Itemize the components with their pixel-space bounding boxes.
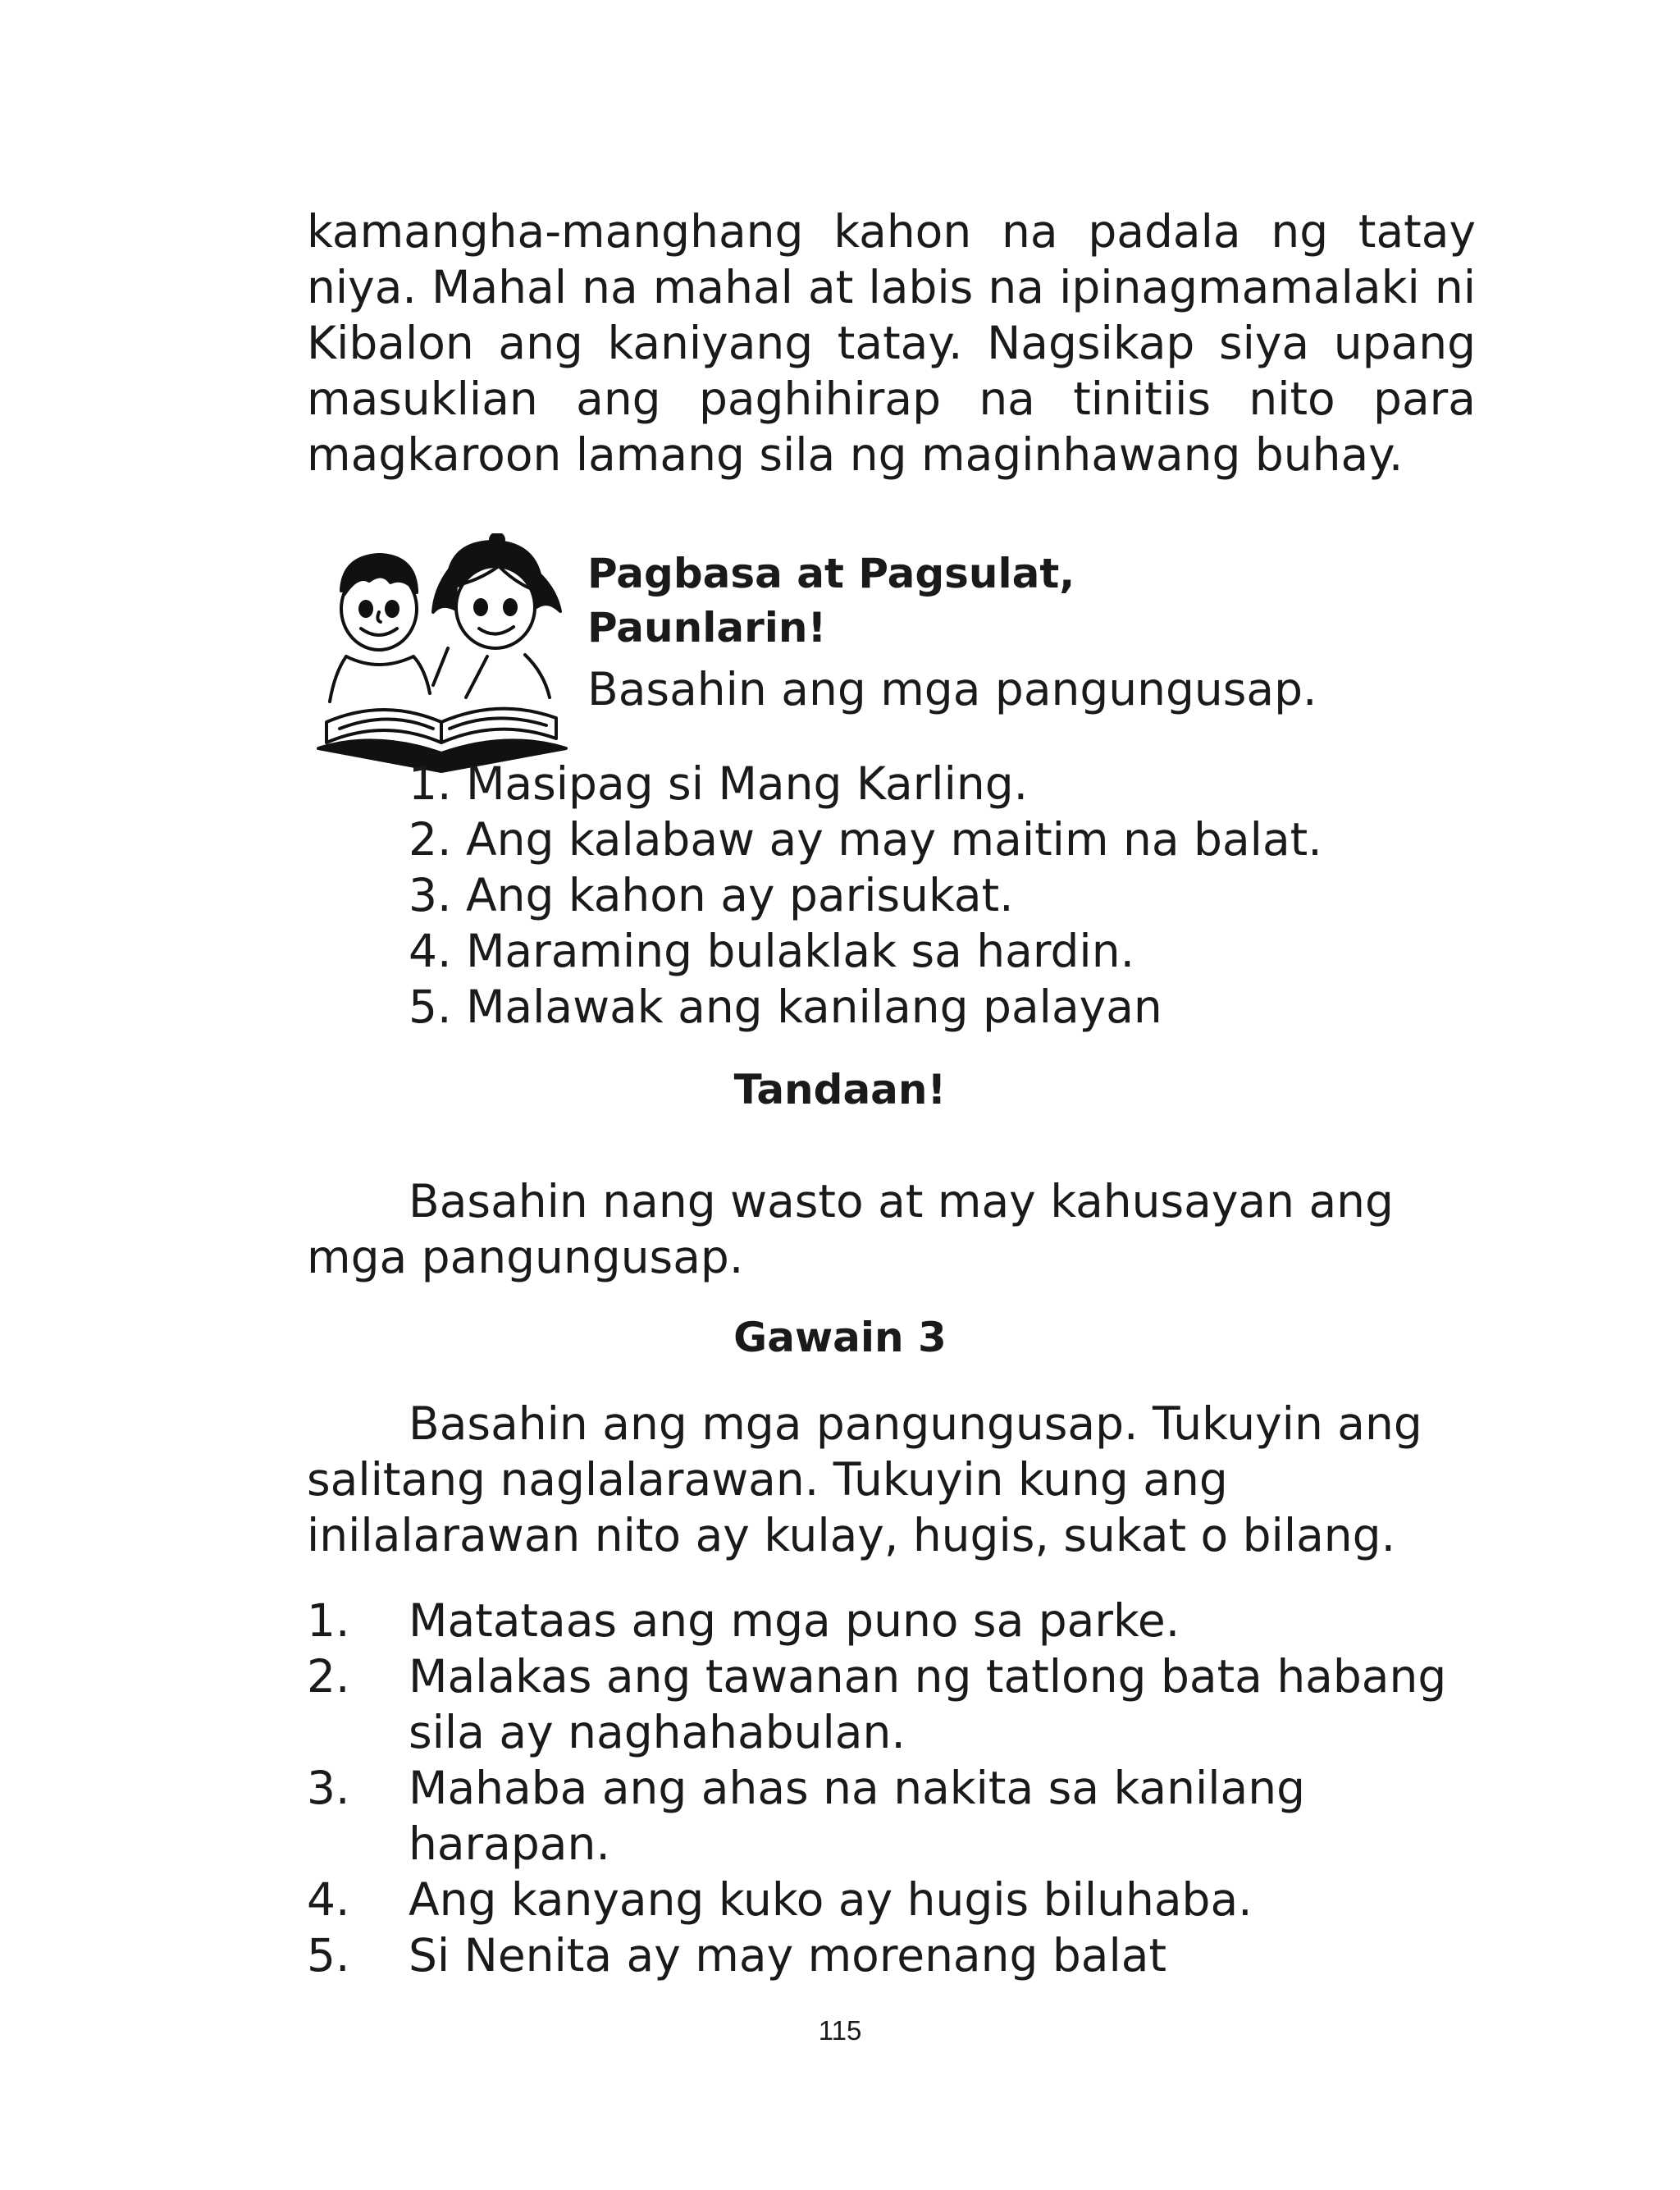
list-item: 5. Malawak ang kanilang palayan: [409, 981, 1162, 1033]
gawain-heading: Gawain 3: [733, 1314, 947, 1361]
list-item: [307, 1760, 1476, 1872]
item-number: 3.: [307, 1762, 350, 1814]
item-number: 1.: [307, 1594, 350, 1647]
item-text: Matataas ang mga puno sa parke.: [409, 1594, 1180, 1647]
list-item: 1. Masipag si Mang Karling.: [409, 757, 1029, 810]
list-item: [307, 1648, 1476, 1760]
item-text: Malakas ang tawanan ng tatlong bata habang sila ay naghahabulan.: [409, 1650, 1447, 1758]
reading-section-title: [587, 546, 1075, 655]
item-number: 4.: [307, 1873, 350, 1926]
list-item: 3. Ang kahon ay parisukat.: [409, 869, 1014, 921]
list-item: 4. Maraming bulaklak sa hardin.: [409, 925, 1135, 977]
list-item: [307, 1872, 1476, 1927]
item-text: Ang kanyang kuko ay hugis biluhaba.: [409, 1873, 1253, 1926]
list-item: [307, 1927, 1476, 1983]
reading-title-line1: Pagbasa at Pagsulat,: [587, 550, 1075, 597]
gawain-instruction: Basahin ang mga pangungusap. Tukuyin ang salitang naglalarawan. Tukuyin kung ang inilalarawan nito ay kulay, hugis, sukat o bilang.: [307, 1397, 1422, 1561]
children-reading-book-icon: [310, 533, 573, 780]
page-number: 115: [818, 2015, 862, 2046]
reading-instruction: Basahin ang mga pangungusap.: [587, 663, 1317, 716]
item-text: Si Nenita ay may morenang balat: [409, 1929, 1167, 1982]
intro-paragraph: kamangha-manghang kahon na padala ng tatay niya. Mahal na mahal at labis na ipinagmamalaki ni Kibalon ang kaniyang tatay. Nagsikap siya upang masuklian ang paghihirap na tinitiis nito para magkaroon lamang sila ng maginhawang buhay.: [307, 205, 1476, 481]
activity-list: [307, 1593, 1476, 1983]
item-number: 5.: [307, 1929, 350, 1982]
tandaan-heading: Tandaan!: [733, 1066, 947, 1113]
tandaan-text: Basahin nang wasto at may kahusayan ang mga pangungusap.: [307, 1175, 1394, 1283]
list-item: [307, 1593, 1476, 1648]
reading-title-line2: Paunlarin!: [587, 604, 827, 652]
list-item: 2. Ang kalabaw ay may maitim na balat.: [409, 813, 1322, 866]
item-number: 2.: [307, 1650, 350, 1703]
item-text: Mahaba ang ahas na nakita sa kanilang harapan.: [409, 1762, 1305, 1870]
sentence-list: [409, 756, 1322, 1035]
